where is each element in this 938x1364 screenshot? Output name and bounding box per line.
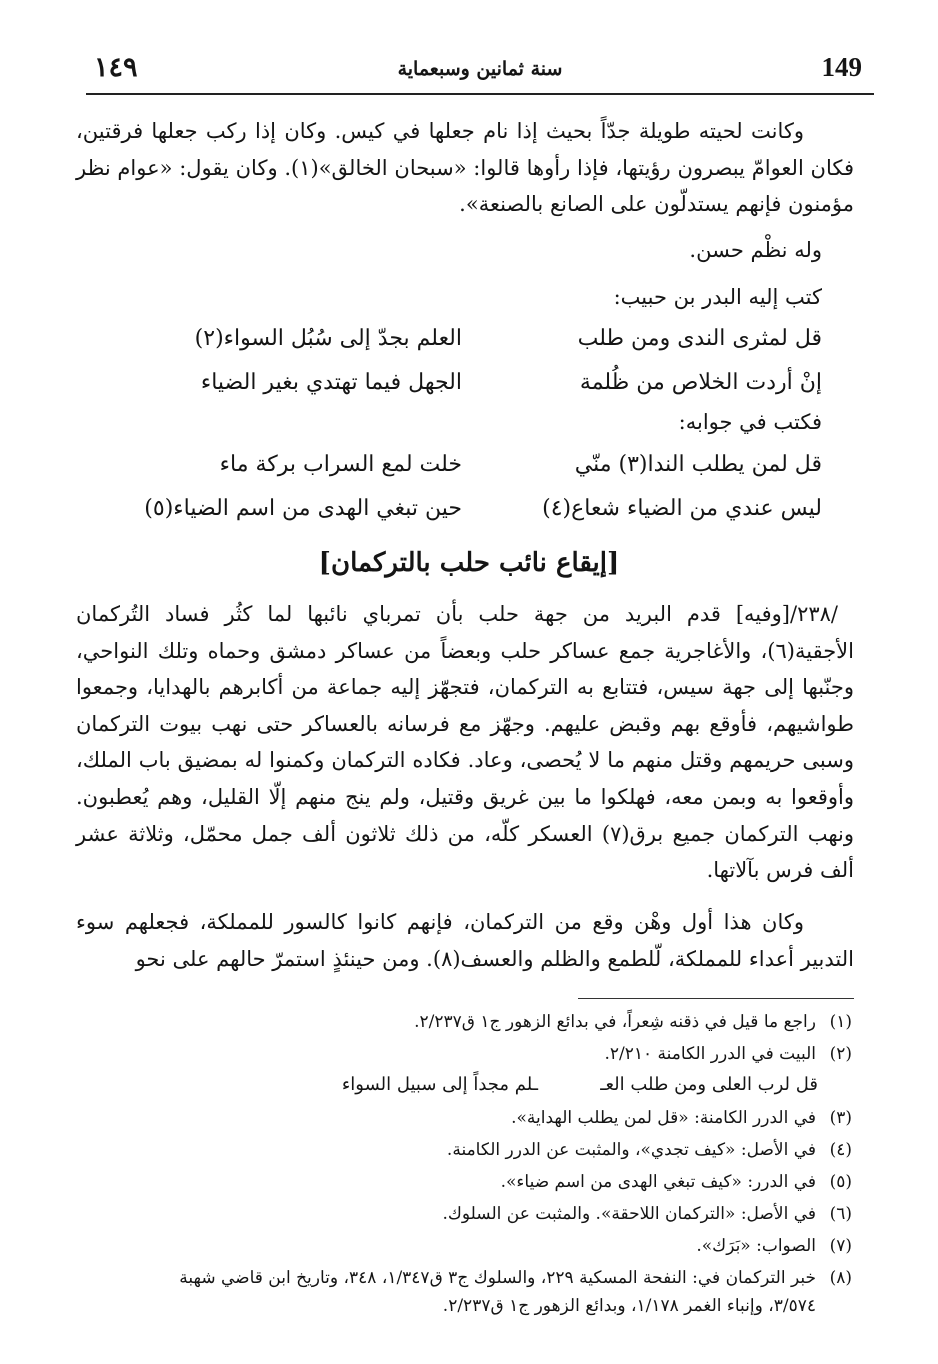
section-paragraph: /٢٣٨/[وفيه] قدم البريد من جهة حلب بأن تمرباي نائبها لما كثُر فساد التُركمان الأجقية(٦)، والأغاجرية جمع عساكر حلب وبعضاً من عساكر دمشق وحماه وتلك النواحي، وجنّبها إلى جهة سيس، فتتابع به التركمان، فتجهّز إليه جماعة من أكابرهم بالهدايا، وجمعوا طواشيهم، فأوقع بهم وقبض عليهم. وجهّز مع فرسانه بالعساكر حتى نهب بيوت التركمان وسبى حريمهم وقتل منهم ما لا يُحصى، وعاد. فكاده التركمان وكمنوا له بمضيق باب الملك، وأوقعوا به وبمن معه، فهلكوا ما بين غريق وقتيل، ولم ينج منهم إلّا القليل، وهم يُعطبون. ونهب التركمان جميع برق(٧) العسكر كلّه، من ذلك ثلاثون ألف جمل محمّل، وثلاثة عشر ألف فرس بآلاتها. [76,602,854,883]
running-title: سنة ثمانين وسبعماية [397,58,563,80]
letter-intro: كتب إليه البدر بن حبيب: [613,285,822,309]
section-heading: [إيقاع نائب حلب بالتركمان] [318,548,620,578]
page-number-arabic: ١٤٩ [94,52,138,83]
footnote: (٢)البيت في الدرر الكامنة ٢/٢١٠. [604,1044,852,1064]
footnote: (١)راجع ما قيل في ذقنه شِعراً، في بدائع الزهور ج١ ق٢/٢٣٧. [414,1012,852,1032]
page-header [88,52,872,92]
footnote: (٧)الصواب: «بَرَك». [696,1236,852,1256]
footnote: (٣)في الدرر الكامنة: «قل لمن يطلب الهداية». [511,1108,852,1128]
header-rule [86,93,874,95]
verse-hemistich-first: إنْ أردت الخلاص من ظُلمة [579,370,822,395]
page-number-latin: 149 [821,52,862,82]
section-paragraph: وكان هذا أول وهْن وقع من التركمان، فإنهم كانوا كالسور للمملكة، فجعلهم سوء التدبير أعداء للمملكة، لّلطمع والظلم والعسف(٨). ومن حينئذٍ استمرّ حالهم على نحو [76,910,854,971]
verse-line [122,370,822,406]
verse-hemistich-first: ليس عندي من الضياء شعاع(٤) [542,496,822,521]
verse-hemistich-second: العلم بجدّ إلى سُبُل السواء(٢) [194,326,462,351]
footnote-rule [578,998,854,999]
verse-hemistich-first: قل لمثرى الندى ومن طلب [577,326,822,351]
verse-hemistich-second: الجهل فيما تهتدي بغير الضياء [200,370,462,395]
footnote: (٦)في الأصل: «التركمان اللاحقة». والمثبت عن السلوك. [442,1204,852,1224]
answer-intro: فكتب في جوابه: [678,410,822,434]
verse-hemistich-second: حين تبغي الهدى من اسم الضياء(٥) [144,496,462,521]
verse-hemistich-first: قل لمن يطلب الندا(٣) منّي [574,452,822,477]
footnote: (٥)في الدرر: «كيف تبغي الهدى من اسم ضياء». [500,1172,852,1192]
verse-line [122,326,822,362]
poetry-note: وله نظْم حسن. [689,238,822,262]
footnote-verse: قل لرب العلى ومن طلب العـ ـلم مجداً إلى سبيل السواء [341,1074,818,1095]
verse-line [122,496,822,532]
verse-hemistich-second: خلت لمع السراب بركة ماء [219,452,462,477]
footnote-continuation: ٣/٥٧٤، وإنباء الغمر ١/١٧٨، وبدائع الزهور ج١ ق٢/٢٣٧. [442,1296,816,1316]
verse-line [122,452,822,488]
intro-paragraph: وكانت لحيته طويلة جدّاً بحيث إذا نام جعلها في كيس. وكان إذا ركب جعلها فرقتين، فكان العوامّ يبصرون رؤيتها، فإذا رأوها قالوا: «سبحان الخالق»(١). وكان يقول: «عوام نظر مؤمنون فإنهم يستدلّون على الصانع بالصنعة». [76,119,854,217]
footnote: (٤)في الأصل: «كيف تجدي»، والمثبت عن الدرر الكامنة. [446,1140,852,1160]
footnote: (٨)خبر التركمان في: النفحة المسكية ٢٢٩، والسلوك ج٣ ق١/٣٤٧، ٣٤٨، وتاريخ ابن قاضي شهبة [179,1268,852,1288]
